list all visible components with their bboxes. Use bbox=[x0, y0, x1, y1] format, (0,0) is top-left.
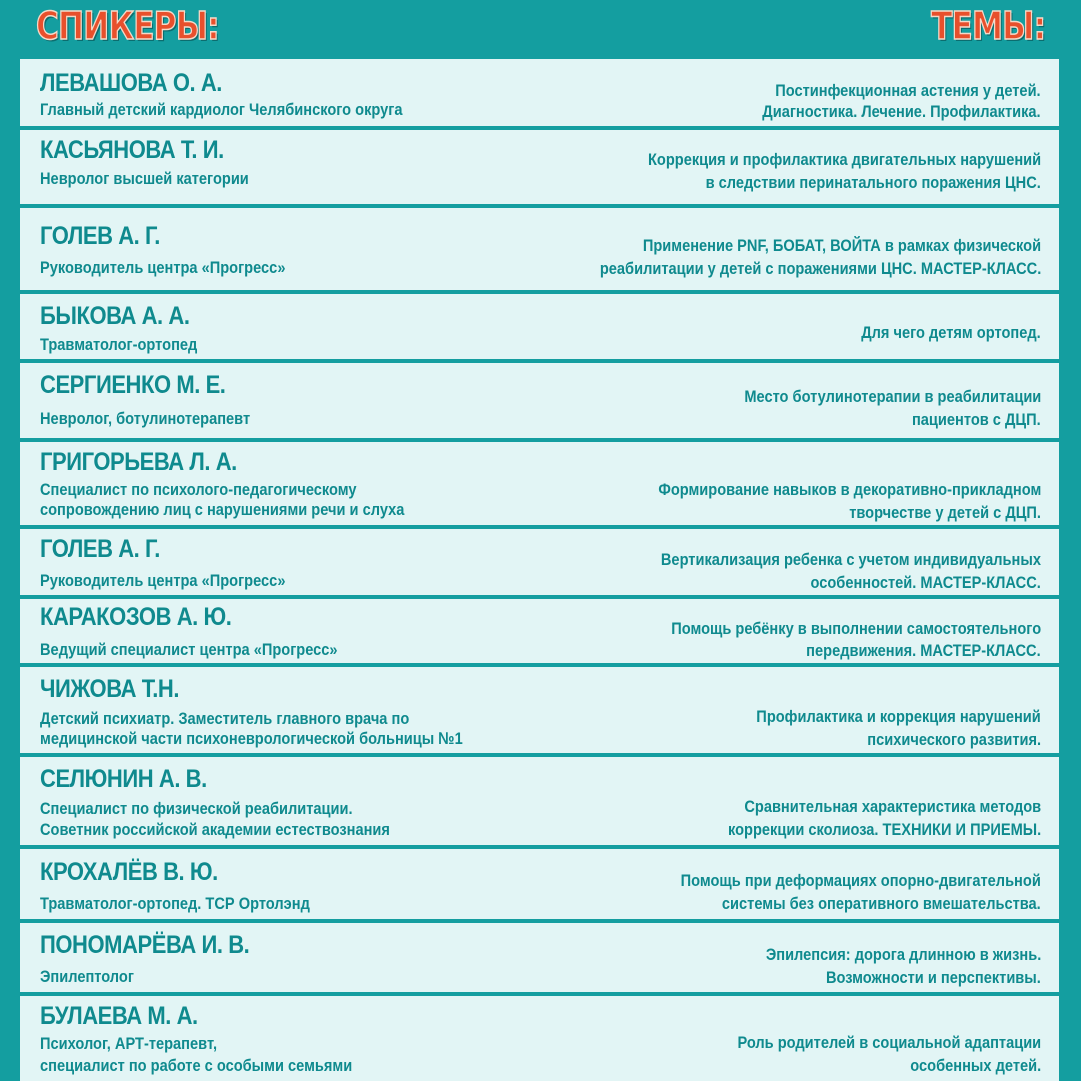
speaker-row bbox=[20, 667, 1059, 753]
speaker-name: КАСЬЯНОВА Т. И. bbox=[40, 136, 224, 164]
speaker-role: сопровождению лиц с нарушениями речи и слуха bbox=[40, 500, 405, 519]
speaker-topic: в следствии перинатального поражения ЦНС. bbox=[705, 173, 1041, 192]
speaker-topic: передвижения. МАСТЕР-КЛАСС. bbox=[806, 641, 1041, 660]
speaker-row bbox=[20, 923, 1059, 992]
speaker-name: КРОХАЛЁВ В. Ю. bbox=[40, 858, 218, 886]
speaker-topic: особенных детей. bbox=[910, 1056, 1041, 1075]
speaker-row bbox=[20, 757, 1059, 845]
speaker-role: Главный детский кардиолог Челябинского округа bbox=[40, 100, 403, 119]
speaker-row bbox=[20, 130, 1059, 204]
speaker-role: Руководитель центра «Прогресс» bbox=[40, 571, 286, 590]
topics-heading: ТЕМЫ: bbox=[930, 4, 1045, 48]
speaker-role: Специалист по физической реабилитации. bbox=[40, 799, 353, 818]
speaker-name: СЕРГИЕНКО М. Е. bbox=[40, 371, 226, 399]
speaker-topic: Сравнительная характеристика методов bbox=[744, 797, 1041, 816]
speaker-name: КАРАКОЗОВ А. Ю. bbox=[40, 603, 232, 631]
speaker-role: Эпилептолог bbox=[40, 967, 134, 986]
speaker-topic: Формирование навыков в декоративно-прикладном bbox=[658, 480, 1041, 499]
speaker-topic: Диагностика. Лечение. Профилактика. bbox=[762, 102, 1041, 121]
speaker-role: Советник российской академии естествознания bbox=[40, 820, 390, 839]
speaker-topic: Помощь при деформациях опорно-двигательной bbox=[680, 871, 1041, 890]
speaker-name: ГОЛЕВ А. Г. bbox=[40, 222, 160, 250]
speaker-topic: психического развития. bbox=[867, 730, 1041, 749]
speaker-row bbox=[20, 529, 1059, 595]
speaker-topic: Коррекция и профилактика двигательных нарушений bbox=[647, 150, 1041, 169]
speaker-topic: Для чего детям ортопед. bbox=[861, 323, 1041, 342]
speaker-row bbox=[20, 294, 1059, 359]
speaker-name: ЧИЖОВА Т.Н. bbox=[40, 675, 179, 703]
speakers-heading: СПИКЕРЫ: bbox=[36, 4, 219, 48]
speaker-name: ПОНОМАРЁВА И. В. bbox=[40, 931, 250, 959]
speaker-topic: пациентов с ДЦП. bbox=[912, 410, 1041, 429]
speaker-row bbox=[20, 208, 1059, 290]
speaker-role: Детский психиатр. Заместитель главного врача по bbox=[40, 709, 410, 728]
speaker-topic: Эпилепсия: дорога длинною в жизнь. bbox=[765, 945, 1041, 964]
speaker-role: Психолог, АРТ-терапевт, bbox=[40, 1034, 218, 1053]
speaker-role: специалист по работе с особыми семьями bbox=[40, 1056, 353, 1075]
speaker-row bbox=[20, 996, 1059, 1081]
speaker-topic: Роль родителей в социальной адаптации bbox=[737, 1033, 1041, 1052]
speaker-topic: Профилактика и коррекция нарушений bbox=[756, 707, 1041, 726]
speaker-name: СЕЛЮНИН А. В. bbox=[40, 765, 207, 793]
speaker-row bbox=[20, 363, 1059, 438]
speaker-role: Невролог высшей категории bbox=[40, 169, 249, 188]
speaker-name: ЛЕВАШОВА О. А. bbox=[40, 69, 222, 97]
speaker-role: Травматолог-ортопед bbox=[40, 335, 198, 354]
speaker-topic: Вертикализация ребенка с учетом индивидуальных bbox=[660, 550, 1041, 569]
speaker-name: ГОЛЕВ А. Г. bbox=[40, 535, 160, 563]
speaker-topic: творчестве у детей с ДЦП. bbox=[849, 503, 1041, 522]
speaker-row bbox=[20, 849, 1059, 919]
speaker-topic: Место ботулинотерапии в реабилитации bbox=[744, 387, 1041, 406]
header bbox=[0, 0, 1081, 58]
speaker-topic: Постинфекционная астения у детей. bbox=[775, 81, 1041, 100]
speaker-topic: Применение PNF, БОБАТ, ВОЙТА в рамках физической bbox=[642, 236, 1041, 255]
speaker-topic: реабилитации у детей с поражениями ЦНС. МАСТЕР-КЛАСС. bbox=[599, 259, 1041, 278]
speaker-name: БЫКОВА А. А. bbox=[40, 302, 190, 330]
speaker-role: Невролог, ботулинотерапевт bbox=[40, 409, 251, 428]
speaker-topic: Помощь ребёнку в выполнении самостоятельного bbox=[671, 619, 1041, 638]
speaker-row bbox=[20, 442, 1059, 525]
speaker-row bbox=[20, 599, 1059, 663]
speaker-role: Специалист по психолого-педагогическому bbox=[40, 480, 357, 499]
speaker-name: БУЛАЕВА М. А. bbox=[40, 1002, 198, 1030]
speaker-name: ГРИГОРЬЕВА Л. А. bbox=[40, 448, 237, 476]
speaker-role: медицинской части психоневрологической больницы №1 bbox=[40, 729, 463, 748]
speaker-topic: системы без оперативного вмешательства. bbox=[722, 894, 1041, 913]
speaker-row bbox=[20, 59, 1059, 126]
speaker-topic: особенностей. МАСТЕР-КЛАСС. bbox=[810, 573, 1041, 592]
speaker-role: Ведущий специалист центра «Прогресс» bbox=[40, 640, 338, 659]
speaker-topic: Возможности и перспективы. bbox=[826, 968, 1041, 987]
speaker-topic: коррекции сколиоза. ТЕХНИКИ И ПРИЕМЫ. bbox=[727, 820, 1041, 839]
speaker-role: Руководитель центра «Прогресс» bbox=[40, 258, 286, 277]
speaker-role: Травматолог-ортопед. ТСР Ортолэнд bbox=[40, 894, 310, 913]
